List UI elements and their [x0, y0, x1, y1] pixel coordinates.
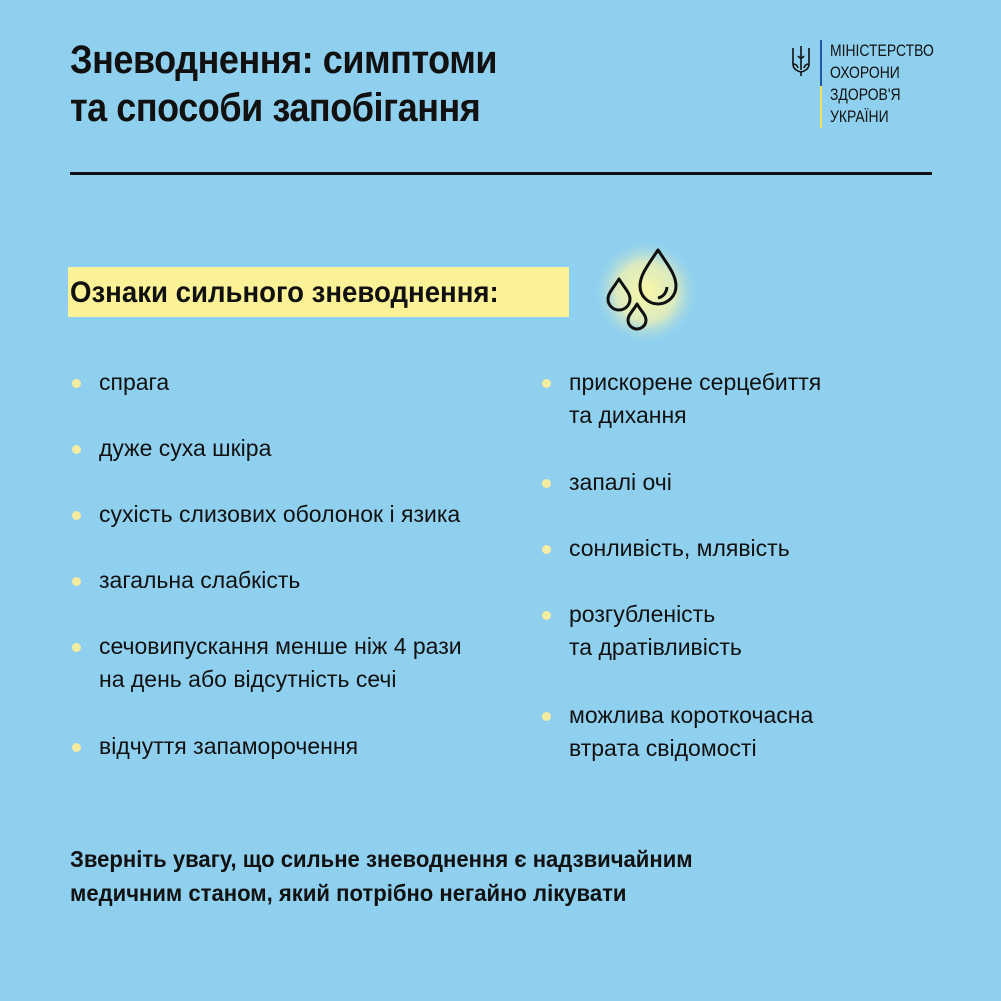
- list-item-text: відчуття запаморочення: [99, 733, 359, 759]
- logo-line-4: УКРАЇНИ: [830, 107, 889, 126]
- list-item-text: та дратівливість: [569, 634, 742, 660]
- list-item: [540, 466, 900, 499]
- water-drops-icon: [588, 236, 698, 346]
- bullet-dot-icon: [542, 479, 551, 488]
- logo-line-1: МІНІСТЕРСТВО: [830, 41, 934, 60]
- bullet-dot-icon: [72, 379, 81, 388]
- list-item-text: спрага: [99, 369, 170, 395]
- list-item-text: сухість слизових оболонок і язика: [99, 501, 461, 527]
- trident-icon: [790, 44, 812, 78]
- bullet-dot-icon: [542, 379, 551, 388]
- list-item: [70, 730, 520, 763]
- section-heading: Ознаки сильного зневоднення:: [70, 276, 499, 309]
- list-item: [70, 432, 520, 465]
- list-item-text: прискорене серцебиття: [569, 369, 822, 395]
- list-item: [70, 498, 520, 531]
- list-item-text: втрата свідомості: [569, 735, 757, 761]
- list-item: [70, 366, 520, 399]
- note-line-2: медичним станом, який потрібно негайно лікувати: [70, 880, 627, 906]
- list-item-text: можлива короткочасна: [569, 702, 814, 728]
- list-item-text: загальна слабкість: [99, 567, 301, 593]
- bullet-dot-icon: [72, 743, 81, 752]
- list-item: [540, 699, 900, 765]
- list-item-text: розгубленість: [569, 601, 716, 627]
- warning-note: [70, 842, 693, 910]
- list-item: [540, 598, 900, 664]
- bullet-dot-icon: [542, 611, 551, 620]
- title-line-2: та способи запобігання: [70, 86, 481, 130]
- note-line-1: Зверніть увагу, що сильне зневоднення є надзвичайним: [70, 846, 693, 872]
- logo-line-2: ОХОРОНИ: [830, 63, 900, 82]
- header-divider: [70, 172, 932, 175]
- list-item: [70, 630, 520, 696]
- list-item-text: запалі очі: [569, 469, 672, 495]
- signs-list-left: [70, 366, 520, 763]
- title-line-1: Зневоднення: симптоми: [70, 38, 498, 82]
- signs-list-right: [540, 366, 900, 765]
- logo-line-3: ЗДОРОВ'Я: [830, 85, 901, 104]
- list-item: [70, 564, 520, 597]
- bullet-dot-icon: [72, 577, 81, 586]
- page-title: [70, 36, 497, 132]
- logo-bar-blue: [820, 40, 822, 86]
- logo-bar-yellow: [820, 86, 822, 128]
- bullet-dot-icon: [542, 712, 551, 721]
- list-item: [540, 532, 900, 565]
- bullet-dot-icon: [72, 643, 81, 652]
- list-item-text: дуже суха шкіра: [99, 435, 272, 461]
- bullet-dot-icon: [542, 545, 551, 554]
- list-item-text: сечовипускання менше ніж 4 рази: [99, 633, 462, 659]
- list-item: [540, 366, 900, 432]
- list-item-text: на день або відсутність сечі: [99, 666, 397, 692]
- list-item-text: сонливість, млявість: [569, 535, 790, 561]
- bullet-dot-icon: [72, 445, 81, 454]
- list-item-text: та дихання: [569, 402, 687, 428]
- logo-text: [830, 40, 934, 128]
- bullet-dot-icon: [72, 511, 81, 520]
